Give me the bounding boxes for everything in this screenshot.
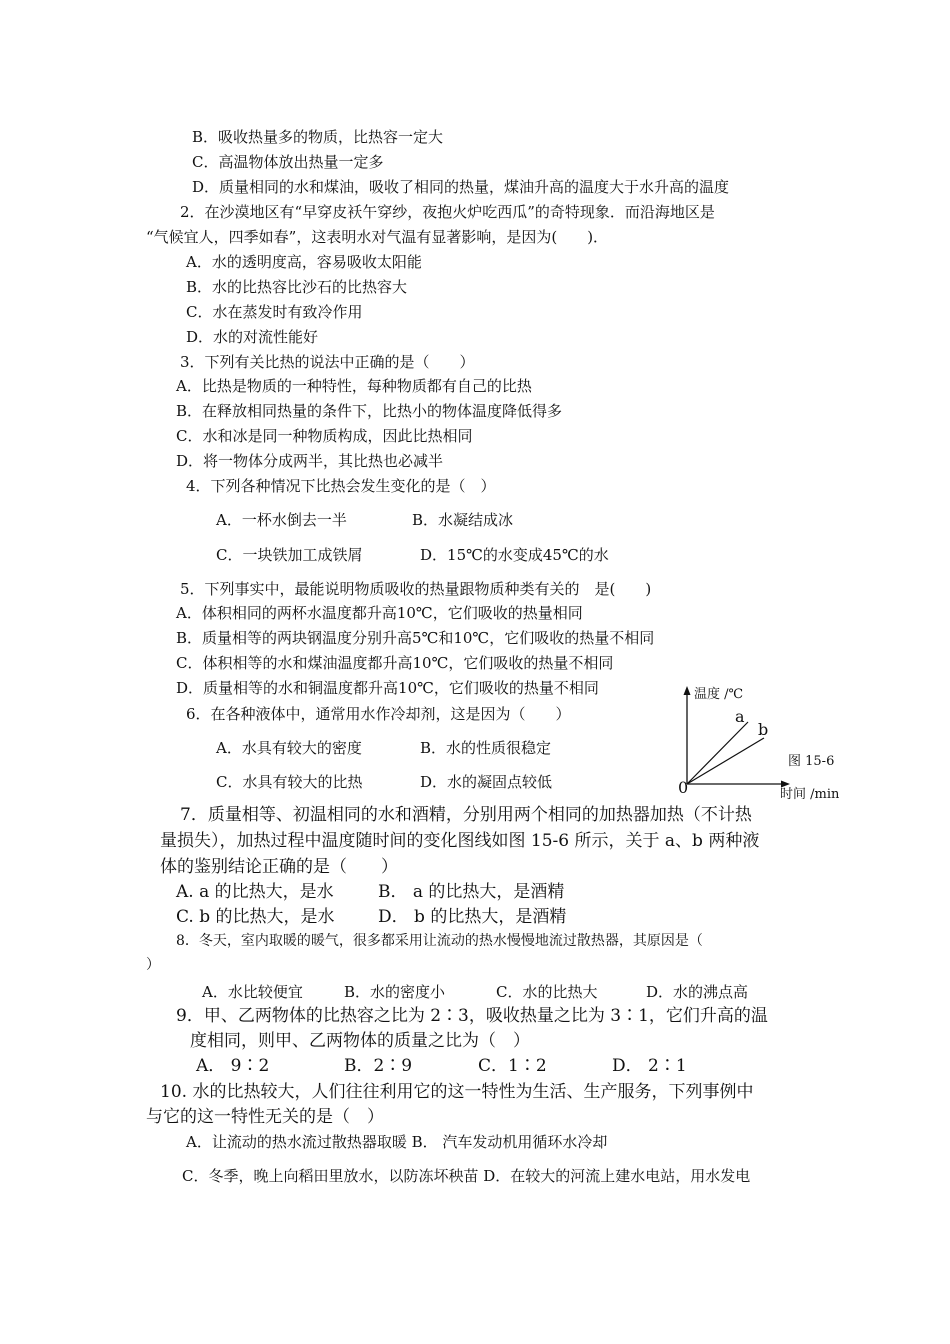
line-a-label: a <box>735 707 745 726</box>
line-b-label: b <box>758 720 769 739</box>
q9-option-a: A． 9∶2 <box>196 1056 270 1076</box>
q7-option-c: C. b 的比热大，是水 <box>176 907 335 927</box>
q9-option-c: C．1∶2 <box>478 1056 547 1076</box>
y-axis-arrow <box>684 686 691 695</box>
q4-option-c: C．一块铁加工成铁屑 <box>216 546 363 564</box>
q3-option-c: C．水和冰是同一种物质构成，因此比热相同 <box>176 427 473 445</box>
q10-stem-line1: 10. 水的比热较大，人们往往利用它的这一特性为生活、生产服务，下列事例中 <box>160 1082 754 1102</box>
q8-option-b: B．水的密度小 <box>344 983 446 1001</box>
q4-option-d: D．15℃的水变成45℃的水 <box>420 546 609 564</box>
q5-option-c: C．体积相等的水和煤油温度都升高10℃，它们吸收的热量不相同 <box>176 654 614 672</box>
q1-option-d: D．质量相同的水和煤油，吸收了相同的热量，煤油升高的温度大于水升高的温度 <box>192 178 730 196</box>
q8-option-a: A．水比较便宜 <box>202 983 303 1001</box>
x-axis-label: 时间 /min <box>780 787 840 802</box>
q2-stem-line1: 2．在沙漠地区有“早穿皮袄午穿纱，夜抱火炉吃西瓜”的奇特现象．而沿海地区是 <box>180 203 715 221</box>
q6-option-a: A．水具有较大的密度 <box>216 739 362 757</box>
q3-option-d: D．将一物体分成两半，其比热也必减半 <box>176 452 444 470</box>
q4-stem: 4．下列各种情况下比热会发生变化的是（ ） <box>186 477 496 495</box>
q9-option-d: D． 2∶1 <box>612 1056 687 1076</box>
q10-options-cd: C．冬季，晚上向稻田里放水，以防冻坏秧苗 D．在较大的河流上建水电站，用水发电 <box>182 1167 751 1185</box>
q6-option-c: C．水具有较大的比热 <box>216 773 363 791</box>
q9-option-b: B．2∶9 <box>344 1056 413 1076</box>
temperature-time-graph <box>672 680 852 800</box>
q3-option-a: A．比热是物质的一种特性，每种物质都有自己的比热 <box>176 377 532 395</box>
y-axis-label: 温度 /℃ <box>694 687 744 702</box>
figure-caption: 图 15-6 <box>788 754 835 769</box>
q5-option-d: D．质量相等的水和铜温度都升高10℃，它们吸收的热量不相同 <box>176 679 599 697</box>
q2-option-c: C．水在蒸发时有致冷作用 <box>186 303 363 321</box>
q10-options-ab: A．让流动的热水流过散热器取暖 B． 汽车发动机用循环水冷却 <box>186 1133 608 1151</box>
q8-option-d: D．水的沸点高 <box>646 983 749 1001</box>
q5-option-a: A．体积相同的两杯水温度都升高10℃，它们吸收的热量相同 <box>176 604 583 622</box>
q2-option-d: D．水的对流性能好 <box>186 328 319 346</box>
q2-option-a: A．水的透明度高，容易吸收太阳能 <box>186 253 422 271</box>
q7-stem-line1: 7．质量相等、初温相同的水和酒精，分别用两个相同的加热器加热（不计热 <box>180 805 752 825</box>
q7-option-d: D． b 的比热大，是酒精 <box>378 907 567 927</box>
q7-stem-line2: 量损失），加热过程中温度随时间的变化图线如图 15-6 所示，关于 a、b 两种液 <box>160 831 760 851</box>
q6-option-b: B．水的性质很稳定 <box>420 739 552 757</box>
q7-option-b: B． a 的比热大，是酒精 <box>378 882 565 902</box>
q2-option-b: B．水的比热容比沙石的比热容大 <box>186 278 408 296</box>
q1-option-b: B．吸收热量多的物质，比热容一定大 <box>192 128 444 146</box>
q3-option-b: B．在释放相同热量的条件下，比热小的物体温度降低得多 <box>176 402 563 420</box>
q6-stem: 6．在各种液体中，通常用水作冷却剂，这是因为（ ） <box>186 705 571 723</box>
origin-label: 0 <box>678 778 689 797</box>
q10-stem-line2: 与它的这一特性无关的是（ ） <box>146 1107 384 1127</box>
q7-stem-line3: 体的鉴别结论正确的是（ ） <box>160 857 398 877</box>
q4-option-a: A．一杯水倒去一半 <box>216 511 347 529</box>
q8-stem-end: ） <box>146 957 160 973</box>
q9-stem-line1: 9．甲、乙两物体的比热容之比为 2∶3，吸收热量之比为 3∶1，它们升高的温 <box>176 1006 768 1026</box>
q4-option-b: B．水凝结成冰 <box>412 511 514 529</box>
q1-option-c: C．高温物体放出热量一定多 <box>192 153 384 171</box>
q8-option-c: C．水的比热大 <box>496 983 598 1001</box>
q3-stem: 3．下列有关比热的说法中正确的是（ ） <box>180 353 475 371</box>
q2-stem-line2: “气候宜人，四季如春”，这表明水对气温有显著影响，是因为( )． <box>146 228 609 246</box>
q8-stem: 8．冬天，室内取暖的暖气，很多都采用让流动的热水慢慢地流过散热器，其原因是（ <box>176 933 703 949</box>
q5-stem: 5．下列事实中，最能说明物质吸收的热量跟物质种类有关的 是( ) <box>180 580 652 598</box>
q6-option-d: D．水的凝固点较低 <box>420 773 553 791</box>
q5-option-b: B．质量相等的两块钢温度分别升高5℃和10℃，它们吸收的热量不相同 <box>176 629 655 647</box>
q7-option-a: A. a 的比热大，是水 <box>176 882 334 902</box>
q9-stem-line2: 度相同，则甲、乙两物体的质量之比为（ ） <box>190 1031 530 1051</box>
